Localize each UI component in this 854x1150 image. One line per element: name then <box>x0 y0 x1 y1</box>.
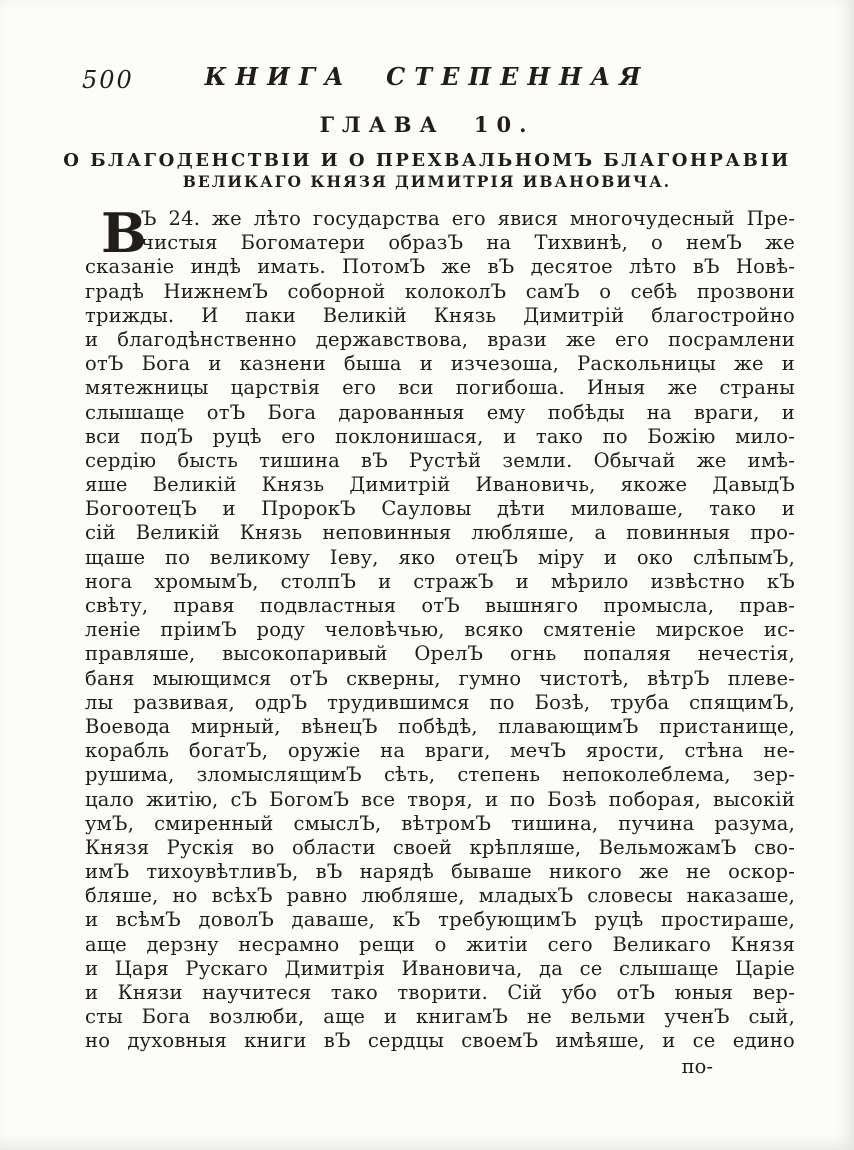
body-text <box>85 201 795 1054</box>
text-line: мятежницы царствія его вси погибоша. Иныя же страны <box>85 376 795 400</box>
text-line: имЪ тихоувѣтливЪ, вЪ нарядѣ бываше никого же не оскор- <box>85 860 795 884</box>
text-line: корабль богатЪ, оружіе на враги, мечЪ ярости, стѣна не- <box>85 739 795 763</box>
text-line: свѣту, правя подвластныя отЪ вышняго промысла, прав- <box>85 594 795 617</box>
text-line: рушима, зломыслящимЪ сѣть, степень непоколеблема, зер- <box>85 763 795 787</box>
chapter-subtitle-line-1: О БЛАГОДЕНСТВІИ И О ПРЕХВАЛЬНОМЪ БЛАГОНРАВІИ <box>63 150 791 171</box>
catchword-row <box>85 1055 795 1078</box>
catchword: по- <box>681 1055 713 1078</box>
text-line: и Князи научитеся тако творити. Сій убо отЪ юныя вер- <box>85 981 795 1004</box>
text-line: правляше, высокопаривый ОрелЪ огнь попаляя нечестія, <box>85 642 795 666</box>
text-line: сказаніе индѣ имать. ПотомЪ же вЪ десятое лѣто вЪ Новѣ- <box>85 255 795 279</box>
text-line: и благодѣнственно державствова, врази же его посрамлени <box>85 327 795 351</box>
text-line: цало житію, сЪ БогомЪ все творя, и по Бозѣ поборая, высокій <box>85 787 795 811</box>
text-line: сердію бысть тишина вЪ Рустѣй земли. Обычай же имѣ- <box>85 448 795 472</box>
text-line: чистыя Богоматери образЪ на Тихвинѣ, о немЪ же <box>141 231 795 255</box>
text-line: нога хромымЪ, столпЪ и стражЪ и мѣрило извѣстно кЪ <box>85 569 795 593</box>
text-line: Воевода мирный, вѣнецЪ побѣдѣ, плавающимЪ пристанище, <box>85 714 795 738</box>
text-line: Князя Рускія во области своей крѣпляше, ВельможамЪ сво- <box>85 835 795 859</box>
text-line: сій Великій Князь неповинныя любляше, а повинныя про- <box>85 521 795 545</box>
text-line: баня мыющимся отЪ скверны, гумно чистотѣ, вѣтрЪ плеве- <box>85 666 795 690</box>
text-line: щаше по великому Іеву, яко отецЪ міру и око слѣпымЪ, <box>85 545 795 569</box>
text-line: аще дерзну несрамно рещи о житіи сего Великаго Князя <box>85 932 795 956</box>
running-head: КНИГА СТЕПЕННАЯ <box>204 62 650 91</box>
page-number: 500 <box>82 66 134 94</box>
drop-cap-initial: В <box>101 201 147 265</box>
text-line: бляше, но всѣхЪ равно любляше, младыхЪ словесы наказаше, <box>85 884 795 908</box>
text-line: лы развивая, одрЪ трудившимся по Бозѣ, труба спящимЪ, <box>85 690 795 714</box>
text-line: Ъ 24. же лѣто государства его явися многочудесный Пре- <box>141 207 795 230</box>
text-line: яше Великій Князь Димитрій Ивановичь, якоже ДавыдЪ <box>85 473 795 497</box>
text-line: вси подЪ руцѣ его поклонишася, и тако по Божію мило- <box>85 424 795 448</box>
text-line: сты Бога возлюби, аще и книгамЪ не вельми ученЪ сый, <box>85 1005 795 1029</box>
text-line: слышаще отЪ Бога дарованныя ему побѣды на враги, и <box>85 400 795 424</box>
text-line: и Царя Рускаго Димитрія Ивановича, да се слышаще Царіе <box>85 956 795 980</box>
text-line: трижды. И паки Великій Князь Димитрій благостройно <box>85 303 795 327</box>
chapter-subtitle-line-2: ВЕЛИКАГО КНЯЗЯ ДИМИТРІЯ ИВАНОВИЧА. <box>182 172 672 191</box>
text-line: отЪ Бога и казнени быша и изчезоша, Раскольницы же и <box>85 352 795 376</box>
text-line: и всѣмЪ доволЪ даваше, кЪ требующимЪ руцѣ простираше, <box>85 908 795 932</box>
text-line: но духовныя книги вЪ сердцы своемЪ имѣяше, и се едино <box>85 1029 795 1053</box>
chapter-heading: ГЛАВА 10. <box>319 112 535 137</box>
text-line: леніе пріимЪ роду человѣчью, всяко смятеніе мирское ис- <box>85 618 795 642</box>
text-line: умЪ, смиренный смыслЪ, вѣтромЪ тишина, пучина разума, <box>85 811 795 835</box>
text-line: БогоотецЪ и ПророкЪ Сауловы дѣти миловаше, тако и <box>85 497 795 521</box>
text-line: градѣ НижнемЪ соборной колоколЪ самЪ о себѣ прозвони <box>85 279 795 303</box>
